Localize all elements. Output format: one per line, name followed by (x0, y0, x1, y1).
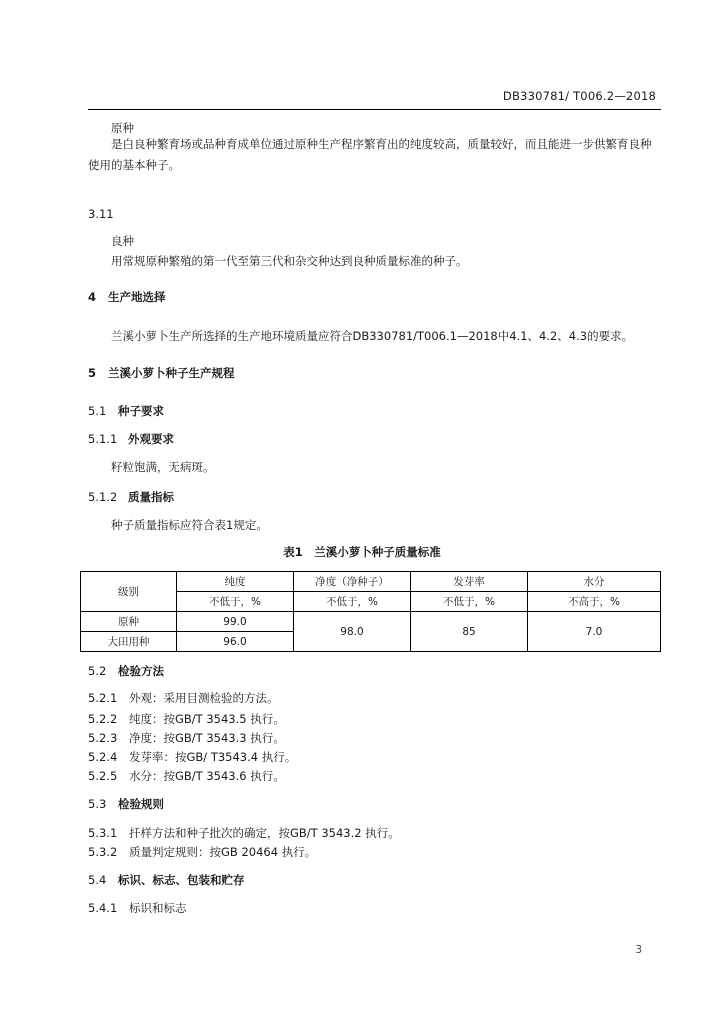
clause-number: 5.3 (88, 797, 107, 811)
clause-5-2-heading (88, 663, 164, 679)
clause-text: 质量判定规则：按GB 20464 执行。 (129, 845, 317, 859)
section-4-heading (88, 289, 166, 305)
subheader-germination: 不低于，% (411, 592, 528, 612)
header-purity: 纯度 (177, 572, 294, 592)
header-cleanliness: 净度（净种子） (294, 572, 411, 592)
table-row (81, 612, 661, 632)
clause-number: 5.4.1 (88, 901, 118, 915)
clause-number: 5.1.1 (88, 432, 118, 446)
document-number: DB330781/ T006.2—2018 (502, 89, 656, 103)
appearance-text: 籽粒饱满，无病斑。 (111, 460, 215, 474)
header-moisture: 水分 (528, 572, 661, 592)
purity-cell: 96.0 (177, 632, 294, 652)
clause-5-3-heading (88, 796, 164, 812)
grade-cell: 大田用种 (81, 632, 177, 652)
clause-3-11-number: 3.11 (88, 207, 114, 221)
clause-5-1-1-heading (88, 431, 174, 447)
germination-cell: 85 (411, 612, 528, 652)
section-number: 5 (88, 366, 97, 380)
subheader-purity: 不低于，% (177, 592, 294, 612)
subheader-cleanliness: 不低于，% (294, 592, 411, 612)
grade-cell: 原种 (81, 612, 177, 632)
clause-5-2-3 (88, 729, 285, 747)
clause-number: 5.2.4 (88, 750, 118, 764)
clause-number: 5.2 (88, 664, 107, 678)
clause-5-3-2 (88, 843, 316, 861)
purity-cell: 99.0 (177, 612, 294, 632)
clause-5-2-4 (88, 748, 296, 766)
header-germination: 发芽率 (411, 572, 528, 592)
section-5-heading (88, 365, 235, 381)
subheader-moisture: 不高于，% (528, 592, 661, 612)
clause-text: 扦样方法和种子批次的确定，按GB/T 3543.2 执行。 (129, 826, 400, 840)
clause-number: 5.4 (88, 873, 107, 887)
clause-5-4-1 (88, 899, 187, 917)
clause-text: 标识和标志 (129, 901, 187, 915)
clause-title: 外观要求 (128, 432, 174, 446)
clause-number: 5.3.2 (88, 845, 118, 859)
clause-5-2-2 (88, 710, 285, 728)
definition-liangzhong: 用常规原种繁殖的第一代至第三代和杂交种达到良种质量标准的种子。 (111, 254, 468, 268)
clause-number: 5.2.1 (88, 691, 118, 705)
clause-title: 检验规则 (118, 797, 164, 811)
cleanliness-cell: 98.0 (294, 612, 411, 652)
clause-text: 净度：按GB/T 3543.3 执行。 (129, 731, 285, 745)
clause-number: 5.1.2 (88, 490, 118, 504)
clause-5-2-1 (88, 689, 279, 707)
quality-standard-table (80, 571, 661, 652)
header-grade: 级别 (81, 572, 177, 612)
section-number: 4 (88, 290, 97, 304)
term-yuanzhong: 原种 (111, 121, 134, 135)
clause-title: 种子要求 (118, 404, 164, 418)
section-4-text: 兰溪小萝卜生产所选择的生产地环境质量应符合DB330781/T006.1—2018中4.1、4.2、4.3的要求。 (111, 329, 634, 343)
clause-5-4-heading (88, 872, 245, 888)
clause-number: 5.2.5 (88, 769, 118, 783)
clause-5-2-5 (88, 767, 285, 785)
section-title: 生产地选择 (108, 290, 166, 304)
definition-yuanzhong: 是白良种繁育场或品种育成单位通过原种生产程序繁育出的纯度较高，质量较好，而且能进一步供繁育良种使用的基本种子。 (88, 137, 652, 172)
clause-5-3-1 (88, 824, 400, 842)
moisture-cell: 7.0 (528, 612, 661, 652)
quality-text: 种子质量指标应符合表1规定。 (111, 518, 268, 532)
table-header-row (81, 572, 661, 592)
clause-title: 标识、标志、包装和贮存 (118, 873, 245, 887)
clause-5-1-2-heading (88, 489, 174, 505)
clause-number: 5.2.3 (88, 731, 118, 745)
section-title: 兰溪小萝卜种子生产规程 (108, 366, 235, 380)
term-liangzhong: 良种 (111, 234, 134, 248)
clause-text: 外观：采用目测检验的方法。 (129, 691, 279, 705)
clause-text: 水分：按GB/T 3543.6 执行。 (129, 769, 285, 783)
clause-number: 5.3.1 (88, 826, 118, 840)
page-number: 3 (635, 944, 642, 956)
clause-title: 质量指标 (128, 490, 174, 504)
table-caption: 表1 兰溪小萝卜种子质量标准 (283, 545, 441, 559)
clause-text: 纯度：按GB/T 3543.5 执行。 (129, 712, 285, 726)
clause-number: 5.2.2 (88, 712, 118, 726)
clause-5-1-heading (88, 403, 164, 419)
header-rule (88, 109, 661, 110)
clause-text: 发芽率：按GB/ T3543.4 执行。 (129, 750, 297, 764)
clause-title: 检验方法 (118, 664, 164, 678)
clause-number: 5.1 (88, 404, 107, 418)
